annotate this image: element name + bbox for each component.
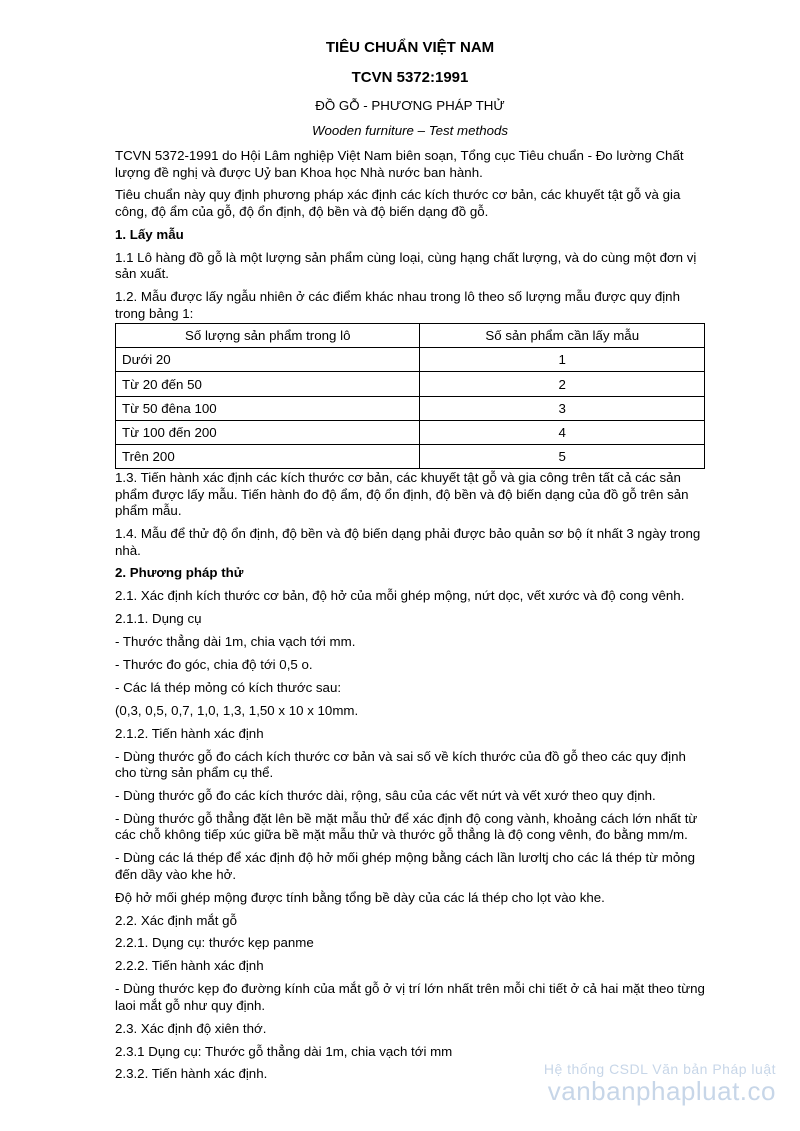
paragraph: 2.3.2. Tiến hành xác định.: [115, 1066, 268, 1082]
table-cell: 4: [420, 420, 705, 444]
table-cell: Từ 50 đêna 100: [116, 396, 420, 420]
table-header-row: [116, 324, 705, 348]
sampling-table-wrapper: [115, 323, 705, 469]
table-header-cell: Số sản phẩm cần lấy mẫu: [420, 324, 705, 348]
standard-name-vi: ĐỒ GỖ - PHƯƠNG PHÁP THỬ: [315, 98, 505, 113]
table-row: [116, 420, 705, 444]
paragraph: 2.3. Xác định độ xiên thớ.: [115, 1020, 267, 1036]
paragraph: - Thước đo góc, chia độ tới 0,5 o.: [115, 657, 313, 673]
table-cell: 1: [420, 348, 705, 372]
table-cell: 2: [420, 372, 705, 396]
document-page: [115, 38, 705, 1089]
paragraph: 1.4. Mẫu để thử độ ổn định, độ bền và độ biến dạng phải được bảo quản sơ bộ ít nhất 3 ngày trong nhà.: [115, 526, 701, 558]
table-cell: Dưới 20: [116, 348, 420, 372]
standard-name-en: Wooden furniture – Test methods: [311, 123, 509, 138]
paragraph: 2.1.2. Tiến hành xác định: [115, 725, 264, 741]
table-cell: Từ 100 đến 200: [116, 420, 420, 444]
table-cell: 3: [420, 396, 705, 420]
paragraph: - Dùng các lá thép để xác định độ hở mối ghép mộng bằng cách lần lươltj cho các lá thép từ mỏng đến dầy vào khe hở.: [115, 850, 696, 882]
table-cell: Từ 20 đến 50: [116, 372, 420, 396]
paragraph: - Dùng thước gỗ đo cách kích thước cơ bản và sai số về kích thước của đồ gỗ theo các quy định cho từng sản phẩm cụ thể.: [115, 748, 686, 781]
paragraph: 1.1 Lô hàng đồ gỗ là một lượng sản phẩm cùng loại, cùng hạng chất lượng, và do cùng một đơn vị sản xuất.: [115, 249, 697, 282]
table-row: [116, 348, 705, 372]
intro-paragraph: Tiêu chuẩn này quy định phương pháp xác định các kích thước cơ bản, các khuyết tật gỗ và gia công, độ ẩm của gỗ, độ ổn định, độ bền và độ biến dạng đồ gỗ.: [115, 187, 681, 219]
table-cell: Trên 200: [116, 445, 420, 469]
paragraph: 2.1. Xác định kích thước cơ bản, độ hở của mỗi ghép mộng, nứt dọc, vết xước và độ cong vênh.: [115, 588, 685, 604]
paragraph: Độ hở mối ghép mộng được tính bằng tổng bề dày của các lá thép cho lọt vào khe.: [115, 889, 605, 905]
document-title: TIÊU CHUẨN VIỆT NAM: [325, 39, 495, 56]
paragraph: (0,3, 0,5, 0,7, 1,0, 1,3, 1,50 x 10 x 10mm.: [115, 702, 359, 718]
section-heading: 2. Phương pháp thử: [115, 565, 244, 581]
watermark-caption: Hệ thống CSDL Văn bản Pháp luật: [543, 1061, 776, 1077]
paragraph: - Dùng thước gỗ thẳng đặt lên bề mặt mẫu thử để xác định độ cong vành, khoảng cách lớn nhất từ các chỗ không tiếp xúc giữa bề mặt mẫu thử và thước gỗ thẳng là độ cong vênh, đo bằng mm/m.: [115, 810, 698, 843]
paragraph: 2.1.1. Dụng cụ: [115, 611, 202, 627]
paragraph: 2.2.2. Tiến hành xác định: [115, 958, 264, 974]
paragraph: - Các lá thép mỏng có kích thước sau:: [115, 679, 342, 695]
table-header-cell: Số lượng sản phẩm trong lô: [116, 324, 420, 348]
sampling-table: [115, 323, 705, 469]
table-row: [116, 396, 705, 420]
paragraph: 1.3. Tiến hành xác định các kích thước cơ bản, các khuyết tật gỗ và gia công trên tất cả các sản phẩm được lấy mẫu. Tiến hành đo độ ẩm, độ ổn định, độ bền và độ biến dạng của đồ gỗ trên sản phẩm mẫu.: [115, 470, 689, 519]
paragraph: 2.3.1 Dụng cụ: Thước gỗ thẳng dài 1m, chia vạch tới mm: [115, 1043, 453, 1059]
paragraph: 2.2.1. Dụng cụ: thước kẹp panme: [115, 935, 314, 951]
table-row: [116, 445, 705, 469]
section-heading: 1. Lấy mẫu: [115, 226, 184, 242]
paragraph: - Dùng thước kẹp đo đường kính của mắt gỗ ở vị trí lớn nhất trên mỗi chi tiết ở cả hai mặt theo từng laoi mắt gỗ như quy định.: [115, 981, 705, 1013]
paragraph: 2.2. Xác định mắt gỗ: [115, 912, 237, 928]
paragraph: - Dùng thước gỗ đo các kích thước dài, rộng, sâu của các vết nứt và vết xướ theo quy định.: [115, 787, 656, 803]
table-cell: 5: [420, 445, 705, 469]
watermark-site: vanbanphapluat.co: [547, 1076, 776, 1106]
table-row: [116, 372, 705, 396]
standard-code: TCVN 5372:1991: [351, 69, 469, 86]
intro-paragraph: TCVN 5372-1991 do Hội Lâm nghiệp Việt Nam biên soạn, Tổng cục Tiêu chuẩn - Đo lường Chất lượng đề nghị và được Uỷ ban Khoa học Nhà nước ban hành.: [115, 148, 684, 180]
paragraph: - Thước thẳng dài 1m, chia vạch tới mm.: [115, 634, 356, 650]
paragraph: 1.2. Mẫu được lấy ngẫu nhiên ở các điểm khác nhau trong lô theo số lượng mẫu được quy định trong bảng 1:: [115, 289, 680, 321]
